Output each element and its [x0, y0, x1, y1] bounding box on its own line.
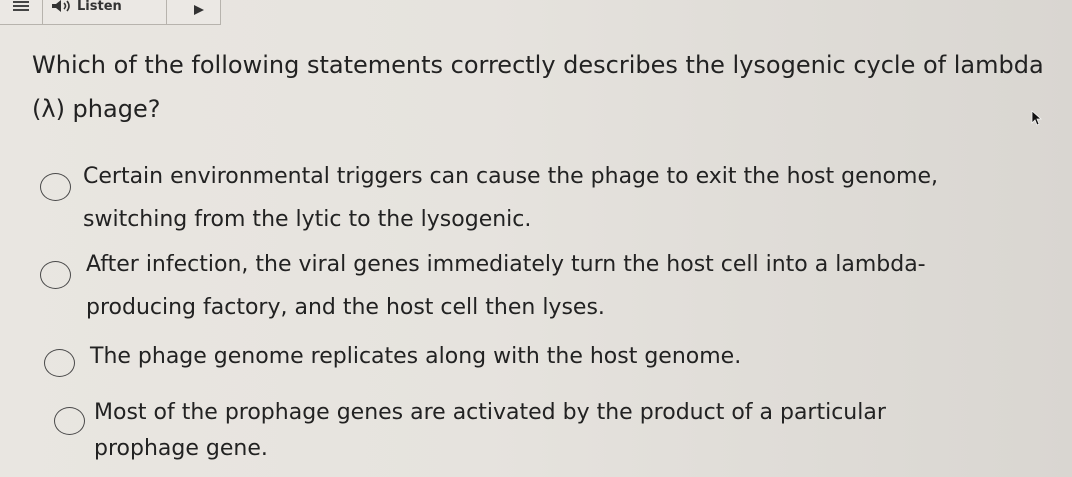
menu-button[interactable] [0, 0, 42, 22]
mouse-pointer-icon [1031, 110, 1043, 126]
toolbar-divider [166, 0, 167, 24]
audio-toolbar [0, 0, 221, 25]
play-button[interactable] [184, 0, 214, 20]
radio-button[interactable] [44, 349, 75, 377]
question-text: Which of the following statements correctly describes the lysogenic cycle of lambda (λ) phage? [32, 51, 1044, 123]
option-text-line-2: prophage gene. [94, 436, 268, 461]
option-text-line-1: Certain environmental triggers can cause the phage to exit the host genome, [83, 164, 938, 189]
listen-label: Listen [77, 0, 122, 14]
toolbar-divider [42, 0, 43, 24]
play-triangle-icon [193, 4, 205, 16]
radio-button[interactable] [40, 261, 71, 289]
option-text-line-1: Most of the prophage genes are activated by the product of a particular [94, 400, 886, 425]
option-text-line-2: producing factory, and the host cell then lyses. [86, 295, 605, 320]
speaker-icon [50, 0, 74, 13]
option-text-line-1: The phage genome replicates along with the host genome. [90, 344, 742, 369]
option-text-line-1: After infection, the viral genes immediately turn the host cell into a lambda- [86, 252, 926, 277]
radio-button[interactable] [54, 407, 85, 435]
hamburger-menu-icon [13, 1, 29, 11]
radio-button[interactable] [40, 173, 71, 201]
option-text-line-2: switching from the lytic to the lysogenic. [83, 207, 532, 232]
listen-button[interactable] [50, 0, 122, 18]
